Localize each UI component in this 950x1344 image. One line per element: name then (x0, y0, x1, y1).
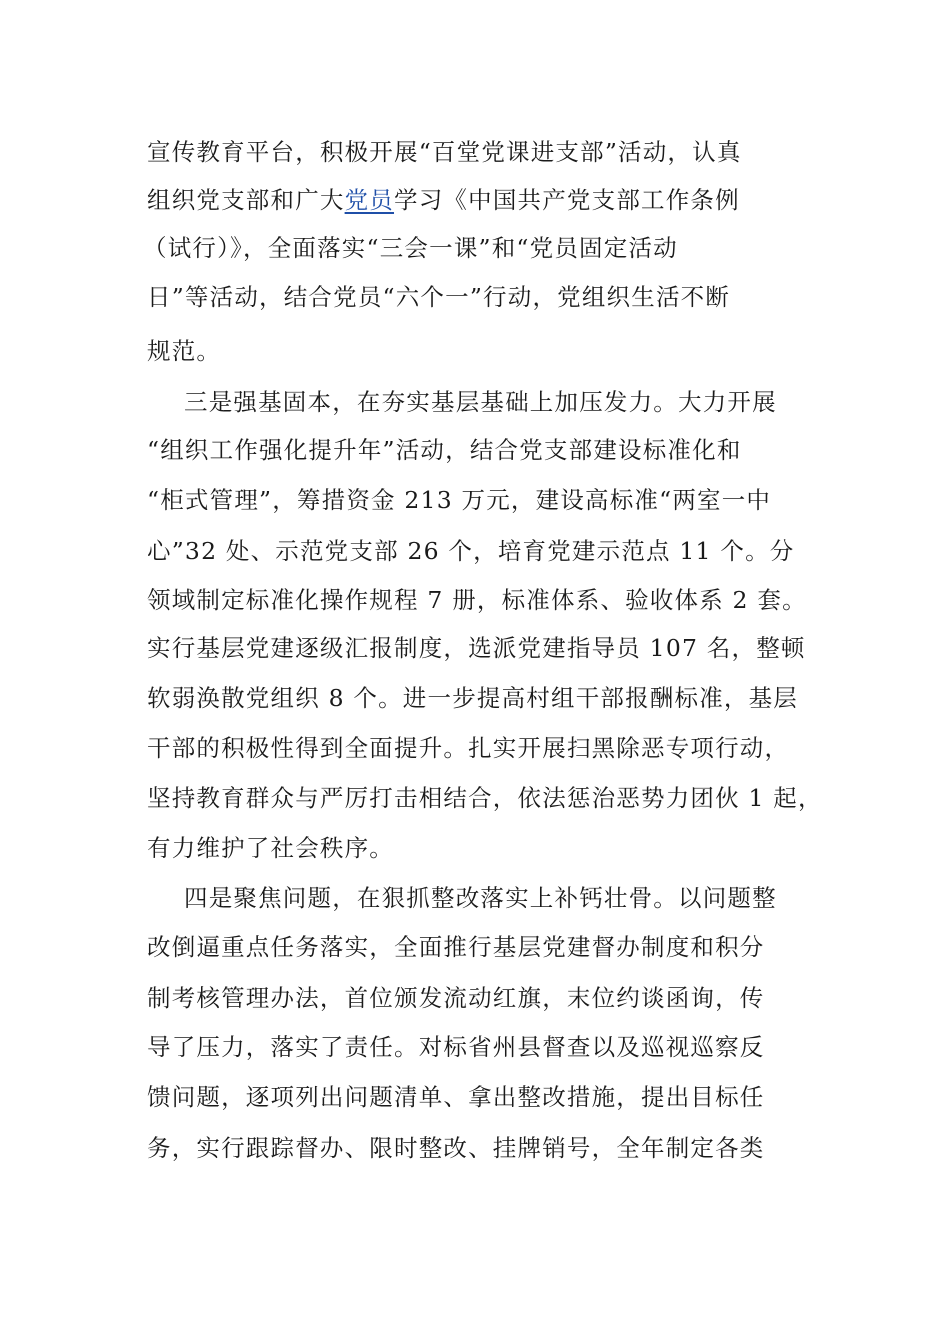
paragraph-2-line-3: “柜式管理”，筹措资金 213 万元，建设高标准“两室一中 (147, 486, 772, 514)
paragraph-2-line-7: 软弱涣散党组织 8 个。进一步提高村组干部报酬标准，基层 (147, 684, 798, 712)
paragraph-1-line-2 (147, 185, 740, 215)
paragraph-1-line-5: 规范。 (147, 337, 222, 365)
paragraph-3-line-2: 改倒逼重点任务落实，全面推行基层党建督办制度和积分 (147, 933, 765, 961)
paragraph-1-line-4: 日”等活动，结合党员“六个一”行动，党组织生活不断 (147, 283, 731, 311)
paragraph-2-line-4: 心”32 处、示范党支部 26 个，培育党建示范点 11 个。分 (147, 537, 795, 565)
paragraph-3-line-6: 务，实行跟踪督办、限时整改、挂牌销号，全年制定各类 (147, 1134, 765, 1162)
paragraph-3-line-1: 四是聚焦问题，在狠抓整改落实上补钙壮骨。以问题整 (184, 884, 777, 912)
paragraph-1-line-3: （试行）》，全面落实“三会一课”和“党员固定活动 (143, 234, 678, 262)
paragraph-3-line-4: 导了压力，落实了责任。对标省州县督查以及巡视巡察反 (147, 1033, 765, 1061)
paragraph-3-line-3: 制考核管理办法，首位颁发流动红旗，末位约谈函询，传 (147, 984, 765, 1012)
paragraph-2-line-10: 有力维护了社会秩序。 (147, 834, 394, 862)
paragraph-1-line-2-tail: 学习《中国共产党支部工作条例 (394, 186, 740, 214)
paragraph-2-line-1: 三是强基固本，在夯实基层基础上加压发力。大力开展 (184, 388, 777, 416)
party-member-link[interactable]: 党员 (344, 186, 395, 214)
paragraph-2-line-9: 坚持教育群众与严厉打击相结合，依法惩治恶势力团伙 1 起， (147, 784, 823, 812)
paragraph-1-line-1: 宣传教育平台，积极开展“百堂党课进支部”活动，认真 (147, 138, 742, 166)
paragraph-1-line-2-text: 组织党支部和广大 (147, 186, 345, 214)
paragraph-3-line-5: 馈问题，逐项列出问题清单、拿出整改措施，提出目标任 (147, 1083, 765, 1111)
paragraph-2-line-8: 干部的积极性得到全面提升。扎实开展扫黑除恶专项行动， (147, 734, 790, 762)
paragraph-2-line-6: 实行基层党建逐级汇报制度，选派党建指导员 107 名，整顿 (147, 634, 806, 662)
paragraph-2-line-2: “组织工作强化提升年”活动，结合党支部建设标准化和 (147, 436, 742, 464)
paragraph-2-line-5: 领域制定标准化操作规程 7 册，标准体系、验收体系 2 套。 (147, 586, 807, 614)
